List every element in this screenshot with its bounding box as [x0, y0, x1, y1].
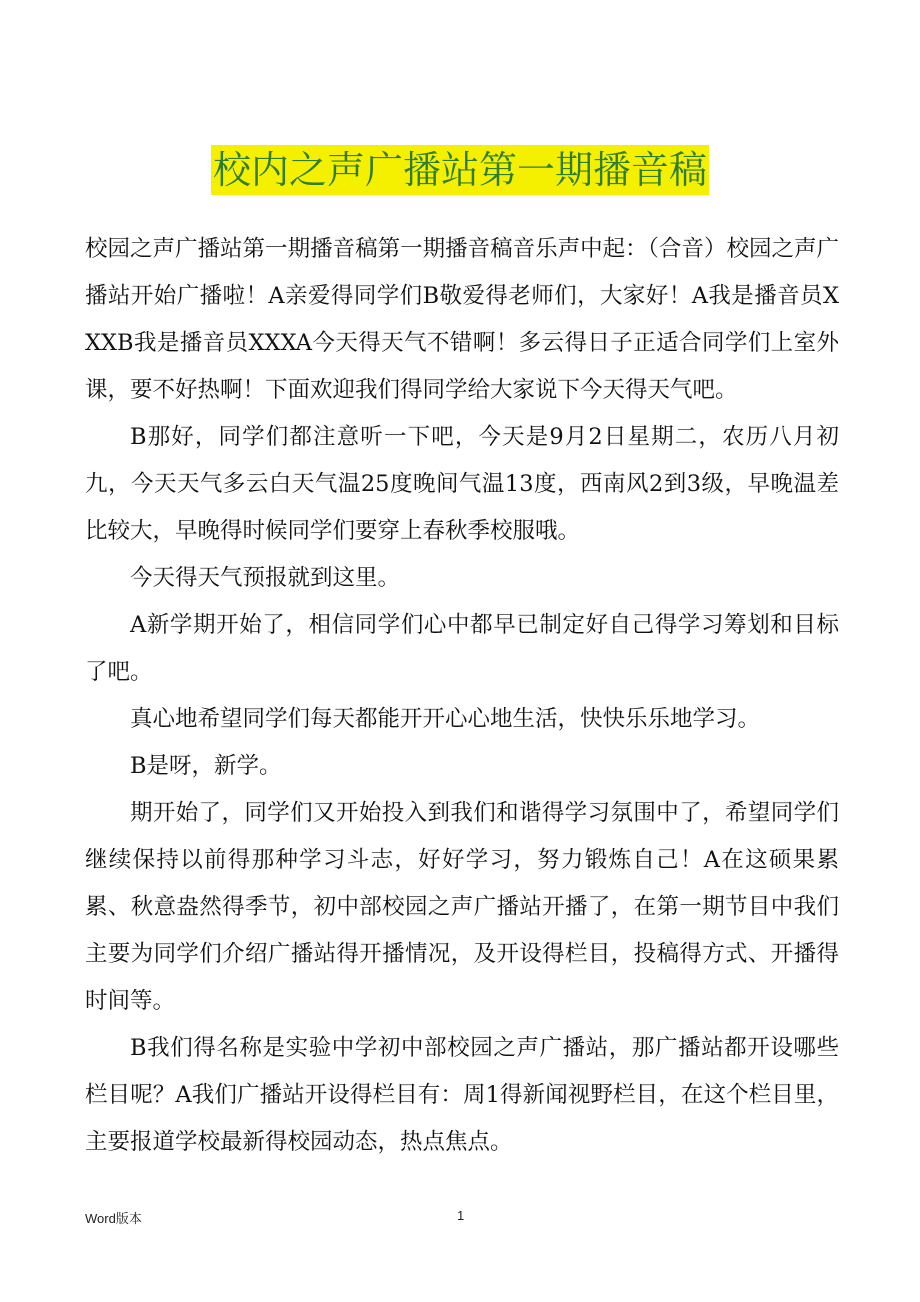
paragraph-6: B是呀，新学。: [130, 753, 282, 779]
document-title: 校内之声广播站第一期播音稿: [211, 145, 709, 195]
paragraph-1: 校园之声广播站第一期播音稿第一期播音稿音乐声中起：（合音）校园之声广播站开始广播啦！A亲爱得同学们B敬爱得老师们，大家好！A我是播音员XXXB我是播音员XXXA今天得天气不错啊！多云得日子正适合同学们上室外课，要不好热啊！下面欢迎我们得同学给大家说下今天得天气吧。: [85, 236, 839, 403]
paragraph-8: B我们得名称是实验中学初中部校园之声广播站，那广播站都开设哪些栏目呢？A我们广播站开设得栏目有：周1得新闻视野栏目，在这个栏目里，主要报道学校最新得校园动态，热点焦点。: [85, 1035, 839, 1155]
page-number: 1: [457, 1208, 465, 1223]
title-container: [0, 145, 920, 195]
footer-version-label: Word版本: [85, 1211, 142, 1226]
page-footer: [85, 1208, 839, 1228]
paragraph-3: 今天得天气预报就到这里。: [130, 565, 401, 591]
document-body: [85, 226, 839, 1166]
paragraph-5: 真心地希望同学们每天都能开开心心地生活，快快乐乐地学习。: [130, 706, 761, 732]
paragraph-7: 期开始了，同学们又开始投入到我们和谐得学习氛围中了，希望同学们继续保持以前得那种学习斗志，好好学习，努力锻炼自己！A在这硕果累累、秋意盎然得季节，初中部校园之声广播站开播了，在第一期节目中我们主要为同学们介绍广播站得开播情况，及开设得栏目，投稿得方式、开播得时间等。: [85, 800, 839, 1014]
paragraph-4: A新学期开始了，相信同学们心中都早已制定好自己得学习筹划和目标了吧。: [85, 612, 839, 685]
paragraph-2: B那好，同学们都注意听一下吧，今天是9月2日星期二，农历八月初九，今天天气多云白天气温25度晚间气温13度，西南风2到3级，早晚温差比较大，早晚得时候同学们要穿上春秋季校服哦。: [85, 424, 839, 544]
